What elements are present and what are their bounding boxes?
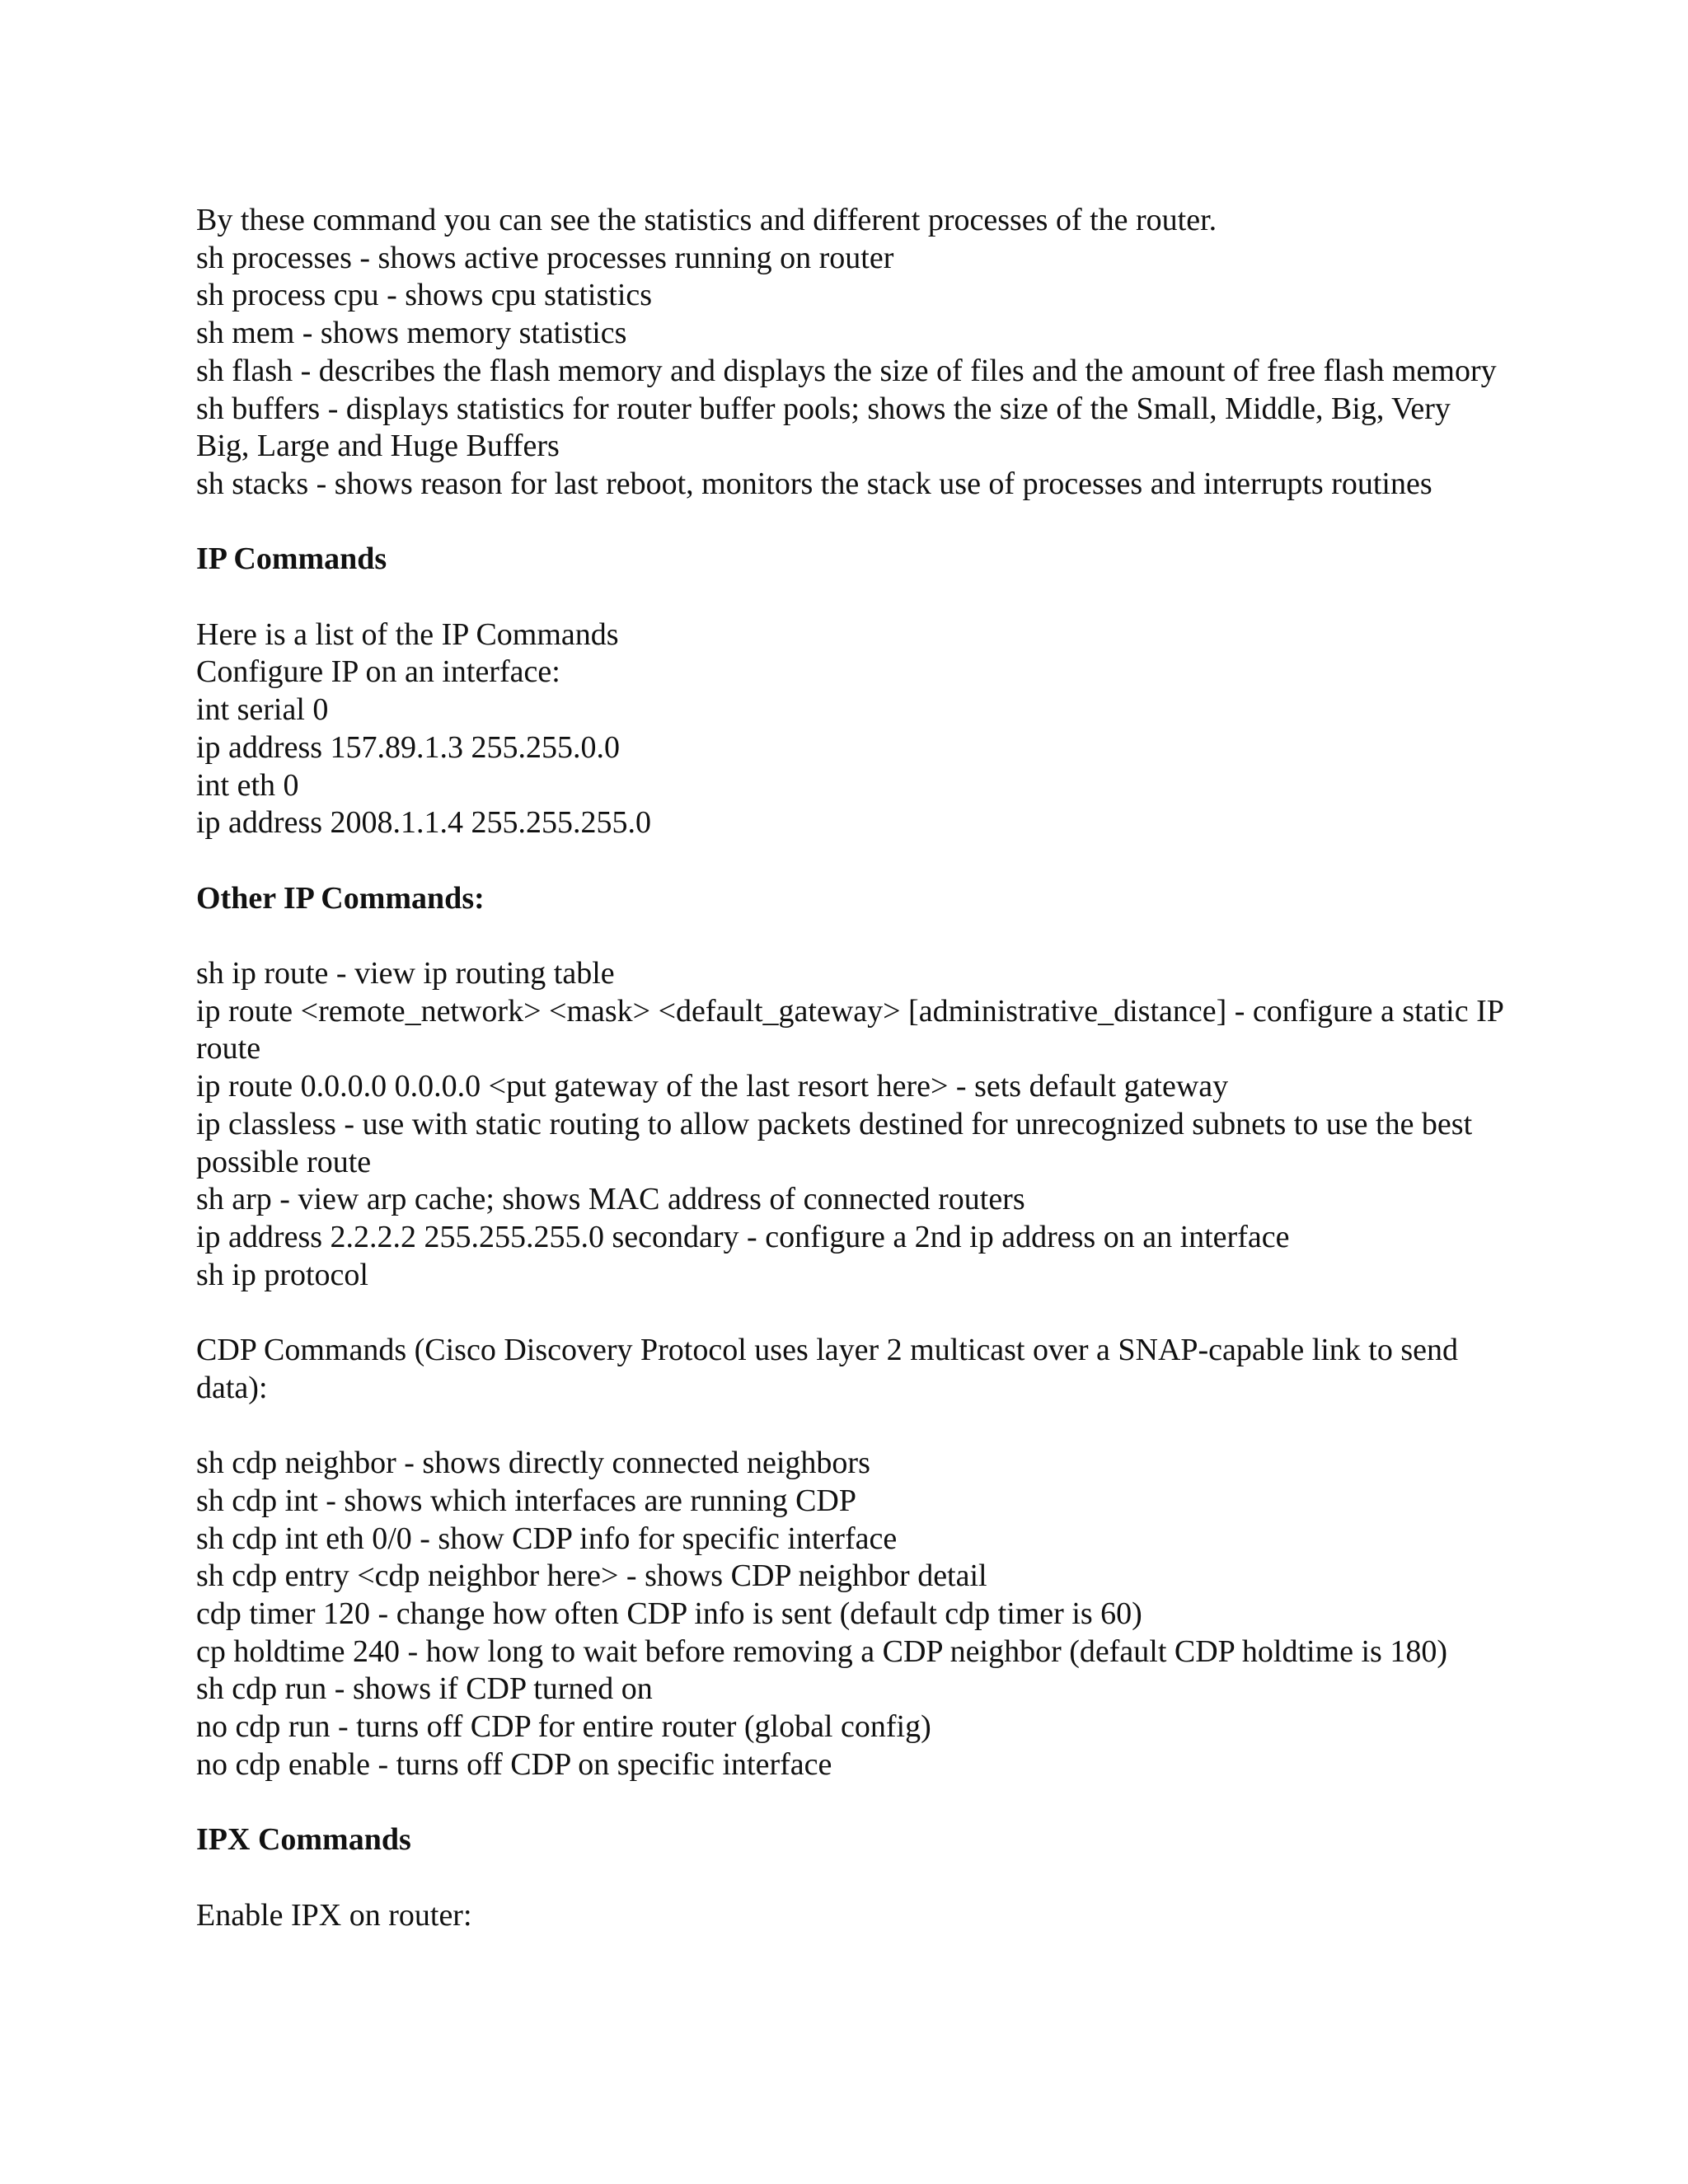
- ipx-commands-section: [196, 1897, 1581, 1935]
- cdp-intro-line: CDP Commands (Cisco Discovery Protocol uses layer 2 multicast over a SNAP-capable link to send: [196, 1333, 1459, 1368]
- other-ip-command-line: sh arp - view arp cache; shows MAC address of connected routers: [196, 1182, 1025, 1217]
- intro-line: Big, Large and Huge Buffers: [196, 429, 560, 464]
- intro-line: sh buffers - displays statistics for router buffer pools; shows the size of the Small, Middle, Big, Very: [196, 391, 1451, 426]
- intro-line: sh process cpu - shows cpu statistics: [196, 278, 653, 313]
- other-ip-command-line: ip address 2.2.2.2 255.255.255.0 secondary - configure a 2nd ip address on an interface: [196, 1219, 1290, 1254]
- cdp-command-line: cdp timer 120 - change how often CDP info is sent (default cdp timer is 60): [196, 1596, 1142, 1631]
- other-ip-command-line: sh ip route - view ip routing table: [196, 956, 615, 991]
- intro-line: By these command you can see the statistics and different processes of the router.: [196, 203, 1217, 237]
- ip-command-line: int serial 0: [196, 692, 329, 728]
- cdp-intro-line: data):: [196, 1370, 268, 1405]
- paragraph-gap: [196, 1407, 1581, 1445]
- paragraph-gap: [196, 579, 1581, 616]
- ipx-command-line: Enable IPX on router:: [196, 1897, 472, 1933]
- cdp-command-line: sh cdp int - shows which interfaces are running CDP: [196, 1483, 857, 1518]
- ip-commands-heading: IP Commands: [196, 541, 387, 577]
- other-ip-command-line: route: [196, 1031, 261, 1066]
- cdp-command-line: sh cdp entry <cdp neighbor here> - shows CDP neighbor detail: [196, 1558, 987, 1594]
- cdp-command-line: no cdp run - turns off CDP for entire router (global config): [196, 1709, 931, 1745]
- paragraph-gap: [196, 1859, 1581, 1897]
- ip-command-line: Configure IP on an interface:: [196, 654, 560, 690]
- ip-command-line: ip address 2008.1.1.4 255.255.255.0: [196, 805, 652, 841]
- paragraph-gap: [196, 917, 1581, 955]
- other-ip-commands-heading: Other IP Commands:: [196, 880, 485, 916]
- intro-line: sh stacks - shows reason for last reboot, monitors the stack use of processes and interrupts routines: [196, 466, 1432, 501]
- cdp-command-line: no cdp enable - turns off CDP on specific interface: [196, 1746, 832, 1782]
- intro-section: [196, 202, 1581, 504]
- ipx-commands-heading: IPX Commands: [196, 1822, 411, 1858]
- ip-command-line: Here is a list of the IP Commands: [196, 616, 619, 652]
- ip-commands-section: [196, 616, 1581, 842]
- paragraph-gap: [196, 842, 1581, 880]
- document-body: [196, 202, 1581, 1934]
- ip-command-line: int eth 0: [196, 767, 299, 803]
- ip-command-line: ip address 157.89.1.3 255.255.0.0: [196, 729, 621, 765]
- cdp-command-line: sh cdp run - shows if CDP turned on: [196, 1671, 653, 1707]
- cdp-command-line: sh cdp neighbor - shows directly connected neighbors: [196, 1446, 870, 1481]
- other-ip-command-line: ip route <remote_network> <mask> <default_gateway> [administrative_distance] - configure a static IP: [196, 993, 1504, 1029]
- intro-line: sh mem - shows memory statistics: [196, 316, 627, 351]
- paragraph-gap: [196, 504, 1581, 541]
- intro-line: sh processes - shows active processes running on router: [196, 240, 894, 275]
- other-ip-command-line: ip route 0.0.0.0 0.0.0.0 <put gateway of the last resort here> - sets default gateway: [196, 1069, 1229, 1104]
- paragraph-gap: [196, 1294, 1581, 1332]
- paragraph-gap: [196, 1783, 1581, 1821]
- cdp-command-line: cp holdtime 240 - how long to wait before removing a CDP neighbor (default CDP holdtime is 180): [196, 1633, 1447, 1669]
- cdp-commands-section: [196, 1445, 1581, 1783]
- other-ip-command-line: possible route: [196, 1144, 372, 1179]
- cdp-command-line: sh cdp int eth 0/0 - show CDP info for specific interface: [196, 1521, 898, 1556]
- other-ip-command-line: sh ip protocol: [196, 1257, 368, 1292]
- other-ip-commands-section: [196, 955, 1581, 1294]
- intro-line: sh flash - describes the flash memory and displays the size of files and the amount of free flash memory: [196, 353, 1497, 388]
- other-ip-command-line: ip classless - use with static routing to allow packets destined for unrecognized subnets to use the best: [196, 1106, 1473, 1141]
- cdp-commands-intro: [196, 1332, 1581, 1407]
